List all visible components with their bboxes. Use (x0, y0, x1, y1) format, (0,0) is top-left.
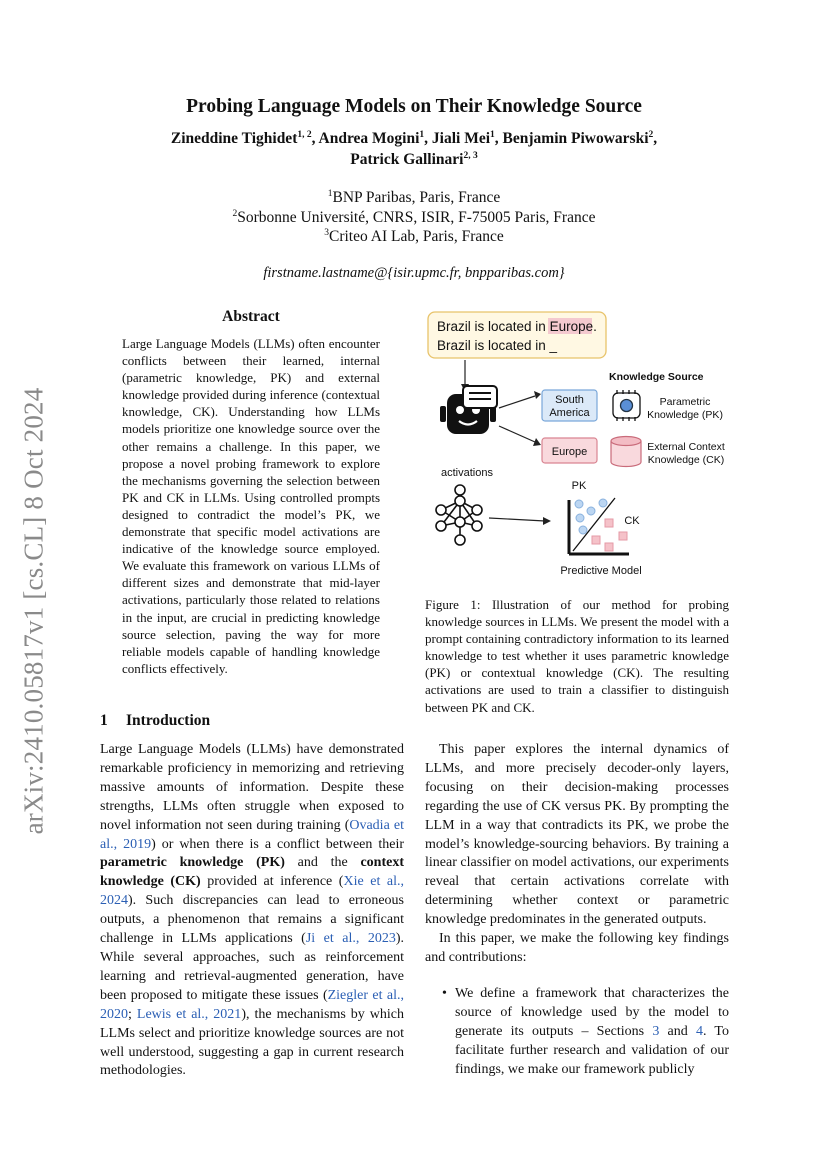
ck-point (592, 536, 600, 544)
author-4: Benjamin Piwowarski$^2$, (502, 130, 658, 147)
citation-link[interactable]: Ovadia et al., 2019 (100, 817, 404, 852)
pk-axis-label: PK (571, 480, 587, 492)
figure-caption: Figure 1: Illustration of our method for probing knowledge sources in LLMs. We present the model with a prompt containing contradictory information to its learned knowledge to test whether it uses parametric knowledge (PK) or contextual knowledge (CK). The resulting activations are used to train a classifier to distinguish between PK and CK. (425, 597, 729, 715)
database-icon (611, 437, 641, 467)
neural-network-icon (436, 485, 482, 545)
pk-point (576, 514, 584, 522)
affiliations (0, 188, 828, 247)
citation-link[interactable]: Ziegler et al., 2020 (100, 987, 404, 1022)
pk-point (587, 507, 595, 515)
author-2: Andrea Mogini$^1$, (318, 130, 432, 147)
contribution-bullet: • We define a framework that characterizes the source of knowledge used by the model to generate its outputs – Sections 3 and 4. To facilitate further research and validation of our findings, we make our framework publicly (442, 985, 729, 1077)
brain-chip-icon (613, 390, 640, 421)
intro-right-column (425, 741, 729, 1079)
author-5: Patrick Gallinari$^{2, 3}$ (350, 151, 478, 168)
pk-point (599, 499, 607, 507)
svg-text:Europe: Europe (551, 446, 588, 458)
knowledge-source-label: Knowledge Source (609, 371, 704, 383)
svg-text:Knowledge (CK): Knowledge (CK) (647, 454, 725, 466)
predictive-model-label: Predictive Model (560, 565, 642, 577)
svg-text:South: South (555, 394, 584, 406)
robot-icon (440, 386, 497, 434)
intro-paragraph-1: Large Language Models (LLMs) have demonstrated remarkable proficiency in memorizing and retrieving massive amounts of information. Despite these strengths, LLMs often struggle when exposed to novel information not seen during training (Ovadia et al., 2019) or when there is a conflict between their parametric knowledge (PK) and the context knowledge (CK) provided at inference (Xie et al., 2024). Such discrepancies can lead to erroneous outputs, a phenomenon that remains a significant challenge in LLMs applications (Ji et al., 2023). While several approaches, such as reinforcement learning and retrieval-augmented generation, have been proposed to mitigate these issues (Ziegler et al., 2020; Lewis et al., 2021), the mechanisms by which LLMs select and prioritize knowledge sources are not well understood, suggesting a gap in current research methodologies. (100, 742, 405, 1079)
pk-point (579, 526, 587, 534)
ck-point (605, 543, 613, 551)
prompt-line-2: Brazil is located in _ (437, 338, 558, 353)
author-3: Jiali Mei$^1$, (431, 130, 503, 147)
affiliation-3: $^3$Criteo AI Lab, Paris, France (324, 228, 504, 245)
abstract-heading: Abstract (222, 308, 280, 325)
author-email: firstname.lastname@{isir.upmc.fr, bnpparibas.com} (263, 265, 565, 281)
predictive-model-plot (569, 498, 629, 554)
author-list (110, 128, 718, 170)
citation-link[interactable]: Xie et al., 2024 (100, 874, 405, 909)
svg-text:External Context: External Context (647, 441, 725, 453)
section-link[interactable]: 4 (695, 1023, 703, 1039)
svg-text:Parametric: Parametric (659, 396, 711, 408)
intro-paragraph-2: This paper explores the internal dynamics of LLMs, and more precisely decoder-only layers, focusing on their decision-making processes regarding the use of CK versus PK. By prompting the LLM in a way that contradicts its PK, we probe the model’s knowledge-sourcing behaviors. By training a linear classifier on model activations, our experiments reveal that certain activations correlate with determining whether context or parametric knowledge predominates in the generated outputs. (425, 742, 729, 928)
ck-axis-label: CK (624, 515, 640, 527)
svg-text:Knowledge (PK): Knowledge (PK) (647, 409, 723, 421)
section-heading-introduction: 1 Introduction (100, 712, 211, 729)
section-link[interactable]: 3 (652, 1023, 660, 1039)
svg-text:America: America (549, 407, 590, 419)
pk-point (575, 500, 583, 508)
figure-1 (425, 308, 730, 588)
affiliation-1: $^1$BNP Paribas, Paris, France (327, 189, 501, 206)
arxiv-sidebar-stamp: arXiv:2410.05817v1 [cs.CL] 8 Oct 2024 (18, 387, 49, 835)
author-1: Zineddine Tighidet$^{1, 2}$, (170, 130, 319, 147)
abstract-text: Large Language Models (LLMs) often encounter conflicts between their learned, internal (parametric knowledge, PK) and external knowledge provided during inference (contextual knowledge, CK). Understanding how LLMs models prioritize one knowledge source over the other remains a challenge. In this paper, we propose a novel probing framework to explore the mechanisms governing the selection between PK and CK in LLMs. Using controlled prompts designed to contradict the model’s PK, we demonstrate that specific model activations are indicative of the knowledge source employed. We evaluate this framework on various LLMs of different sizes and demonstrate that mid-layer activations, particularly those related to relations in the input, are crucial in predicting knowledge source selection, paving the way for more reliable models capable of handling knowledge conflicts effectively. (122, 336, 380, 676)
intro-left-column (100, 741, 404, 1081)
citation-link[interactable]: Ji et al., 2023 (305, 931, 396, 947)
ck-point (605, 519, 613, 527)
intro-paragraph-3: In this paper, we make the following key findings and contributions: (425, 931, 729, 965)
affiliation-2: $^2$Sorbonne Université, CNRS, ISIR, F-75005 Paris, France (232, 208, 596, 226)
paper-title: Probing Language Models on Their Knowledge Source (186, 96, 642, 117)
ck-point (619, 532, 627, 540)
prompt-line-1: Brazil is located in Europe. (437, 319, 597, 334)
citation-link[interactable]: Lewis et al., 2021 (136, 1006, 242, 1022)
activations-label: activations (441, 467, 493, 479)
